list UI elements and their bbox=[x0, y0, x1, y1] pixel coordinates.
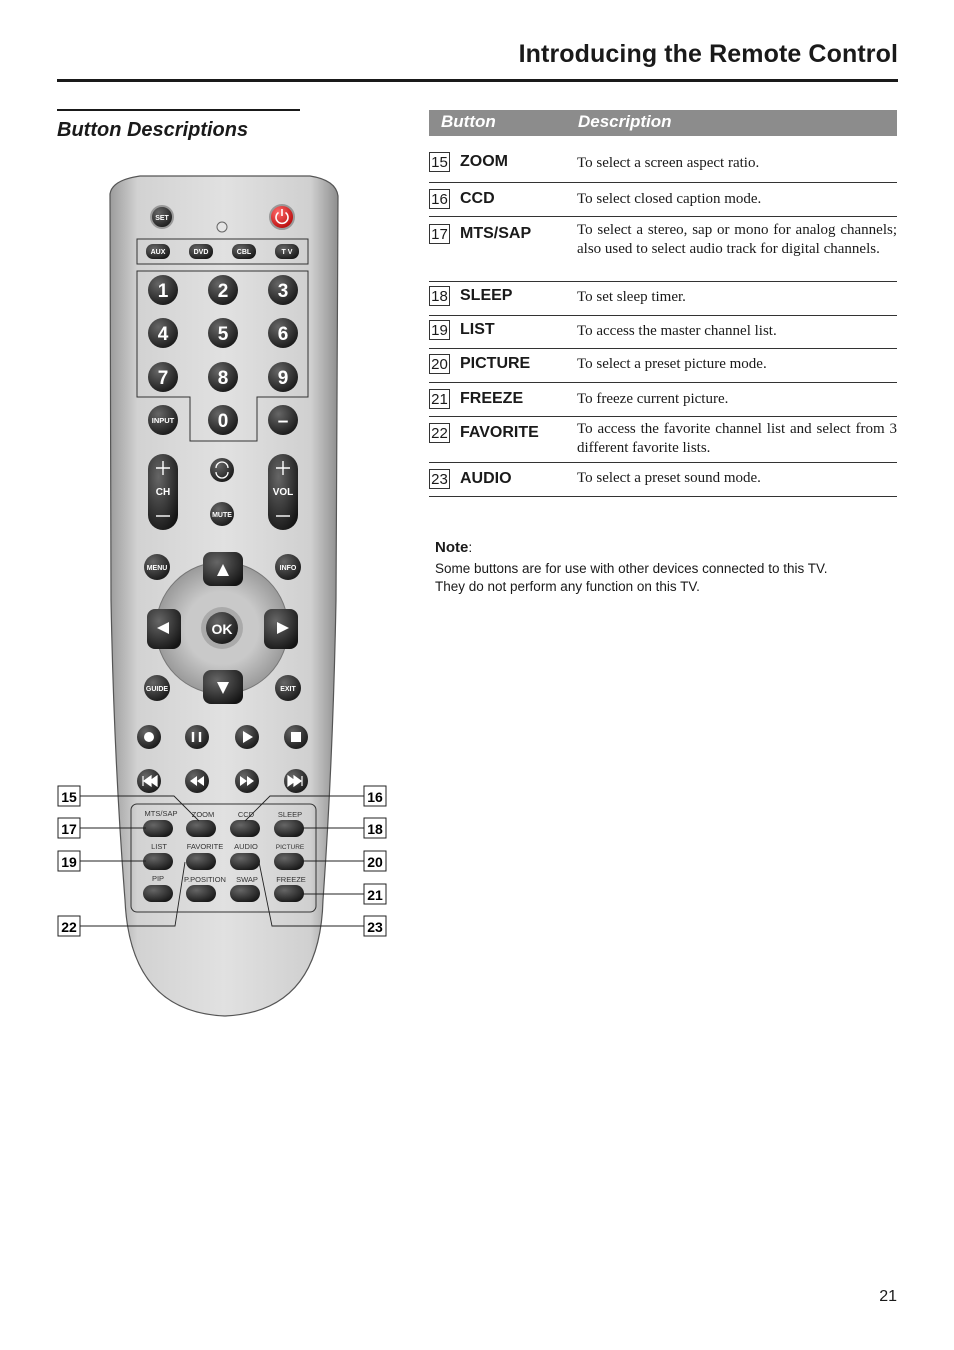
aux-label: AUX bbox=[150, 249, 166, 256]
swap-label: SWAP bbox=[236, 875, 258, 884]
note-line-1: Some buttons are for use with other devices connected to this TV. bbox=[435, 561, 828, 576]
button-description-table bbox=[429, 110, 897, 488]
row-number: 18 bbox=[429, 286, 450, 306]
page-title: Introducing the Remote Control bbox=[518, 40, 898, 68]
ccd-button bbox=[230, 820, 260, 837]
row-number: 22 bbox=[429, 423, 450, 443]
table-row bbox=[429, 316, 897, 349]
callout-20: 20 bbox=[367, 854, 383, 870]
callout-17: 17 bbox=[61, 821, 77, 837]
sleep-button bbox=[274, 820, 304, 837]
digit-8-label: 8 bbox=[217, 368, 229, 389]
volume-label: VOL bbox=[272, 487, 294, 498]
row-description: To select closed caption mode. bbox=[577, 191, 762, 207]
p-position-button bbox=[186, 885, 216, 902]
table-row bbox=[429, 148, 897, 183]
row-number: 15 bbox=[429, 152, 450, 172]
list-button bbox=[143, 853, 173, 870]
list-label: LIST bbox=[151, 842, 167, 851]
digit-7-label: 7 bbox=[157, 368, 169, 389]
table-row bbox=[429, 417, 897, 463]
note-label: Note bbox=[435, 539, 469, 556]
page-number: 21 bbox=[879, 1288, 897, 1305]
table-row bbox=[429, 217, 897, 282]
row-description: To freeze current picture. bbox=[577, 391, 729, 407]
row-description: To select a stereo, sap or mono for analog channels; also used to select audio track for digital channels. bbox=[577, 222, 897, 257]
info-label: INFO bbox=[279, 565, 297, 572]
favorite-label: FAVORITE bbox=[186, 842, 224, 851]
row-description: To access the master channel list. bbox=[577, 323, 777, 339]
record-icon bbox=[144, 732, 154, 742]
freeze-label: FREEZE bbox=[276, 875, 306, 884]
guide-label: GUIDE bbox=[145, 686, 169, 693]
column-header-button: Button bbox=[441, 112, 496, 131]
mute-label: MUTE bbox=[212, 512, 232, 519]
zoom-button bbox=[186, 820, 216, 837]
ok-label: OK bbox=[211, 621, 233, 637]
callout-16: 16 bbox=[367, 789, 383, 805]
table-row bbox=[429, 349, 897, 383]
p-position-label: P.POSITION bbox=[184, 875, 226, 884]
callout-23: 23 bbox=[367, 919, 383, 935]
row-description: To select a screen aspect ratio. bbox=[577, 155, 760, 171]
row-button-name: SLEEP bbox=[460, 287, 513, 304]
table-row bbox=[429, 183, 897, 217]
note-colon: : bbox=[468, 539, 473, 555]
digit-6-label: 6 bbox=[277, 324, 289, 345]
row-button-name: AUDIO bbox=[460, 470, 512, 487]
input-label: INPUT bbox=[151, 416, 175, 425]
indicator-light bbox=[217, 222, 227, 232]
section-rule bbox=[57, 109, 300, 111]
freeze-button bbox=[274, 885, 304, 902]
picture-button bbox=[274, 853, 304, 870]
mts-sap-button bbox=[143, 820, 173, 837]
digit-4-label: 4 bbox=[157, 324, 169, 345]
row-button-name: LIST bbox=[460, 321, 495, 338]
menu-label: MENU bbox=[146, 565, 168, 572]
table-header bbox=[429, 110, 897, 136]
column-header-description: Description bbox=[578, 112, 672, 131]
picture-label: PICTURE bbox=[275, 844, 305, 851]
row-button-name: ZOOM bbox=[460, 153, 508, 170]
row-description: To access the favorite channel list and select from 3 different favorite lists. bbox=[577, 421, 897, 456]
cbl-label: CBL bbox=[236, 249, 252, 256]
note-text bbox=[435, 560, 827, 596]
swap-button bbox=[230, 885, 260, 902]
row-number: 23 bbox=[429, 469, 450, 489]
mts-sap-label: MTS/SAP bbox=[144, 809, 178, 818]
row-button-name: CCD bbox=[460, 190, 495, 207]
row-description: To select a preset picture mode. bbox=[577, 356, 767, 372]
set-label: SET bbox=[155, 215, 169, 222]
audio-button bbox=[230, 853, 260, 870]
callout-15: 15 bbox=[61, 789, 77, 805]
row-button-name: FAVORITE bbox=[460, 424, 539, 441]
callout-19: 19 bbox=[61, 854, 77, 870]
row-number: 21 bbox=[429, 389, 450, 409]
power-button bbox=[270, 205, 294, 229]
stop-icon bbox=[291, 732, 301, 742]
dvd-label: DVD bbox=[193, 249, 209, 256]
table-row bbox=[429, 282, 897, 316]
row-number: 16 bbox=[429, 189, 450, 209]
title-rule bbox=[57, 79, 898, 82]
note-heading bbox=[435, 539, 472, 556]
digit-5-label: 5 bbox=[217, 324, 229, 345]
row-description: To select a preset sound mode. bbox=[577, 470, 761, 486]
remote-control-illustration bbox=[55, 168, 395, 1023]
dash-label: – bbox=[277, 411, 289, 432]
zoom-label: ZOOM bbox=[191, 810, 215, 819]
row-button-name: MTS/SAP bbox=[460, 225, 532, 242]
pip-label: PIP bbox=[151, 874, 165, 883]
table-row bbox=[429, 383, 897, 417]
row-button-name: FREEZE bbox=[460, 390, 524, 407]
section-title: Button Descriptions bbox=[57, 119, 249, 141]
row-number: 17 bbox=[429, 224, 450, 244]
ccd-label: CCD bbox=[237, 810, 255, 819]
row-description: To set sleep timer. bbox=[577, 289, 686, 305]
sleep-label: SLEEP bbox=[277, 810, 303, 819]
row-button-name: PICTURE bbox=[460, 355, 531, 372]
note-line-2: They do not perform any function on this TV. bbox=[435, 579, 700, 594]
row-number: 20 bbox=[429, 354, 450, 374]
audio-label: AUDIO bbox=[234, 842, 258, 851]
callout-21: 21 bbox=[367, 887, 383, 903]
table-row bbox=[429, 463, 897, 497]
pip-button bbox=[143, 885, 173, 902]
pause-button bbox=[185, 725, 209, 749]
row-number: 19 bbox=[429, 320, 450, 340]
tv-label: T V bbox=[281, 249, 293, 256]
channel-label: CH bbox=[155, 487, 171, 498]
digit-0-label: 0 bbox=[217, 411, 229, 432]
digit-9-label: 9 bbox=[277, 368, 289, 389]
set-button bbox=[151, 206, 173, 228]
favorite-button bbox=[186, 853, 216, 870]
digit-2-label: 2 bbox=[217, 281, 229, 302]
callout-22: 22 bbox=[61, 919, 77, 935]
digit-3-label: 3 bbox=[277, 281, 289, 302]
callout-18: 18 bbox=[367, 821, 383, 837]
digit-1-label: 1 bbox=[157, 281, 169, 302]
exit-label: EXIT bbox=[280, 686, 296, 693]
